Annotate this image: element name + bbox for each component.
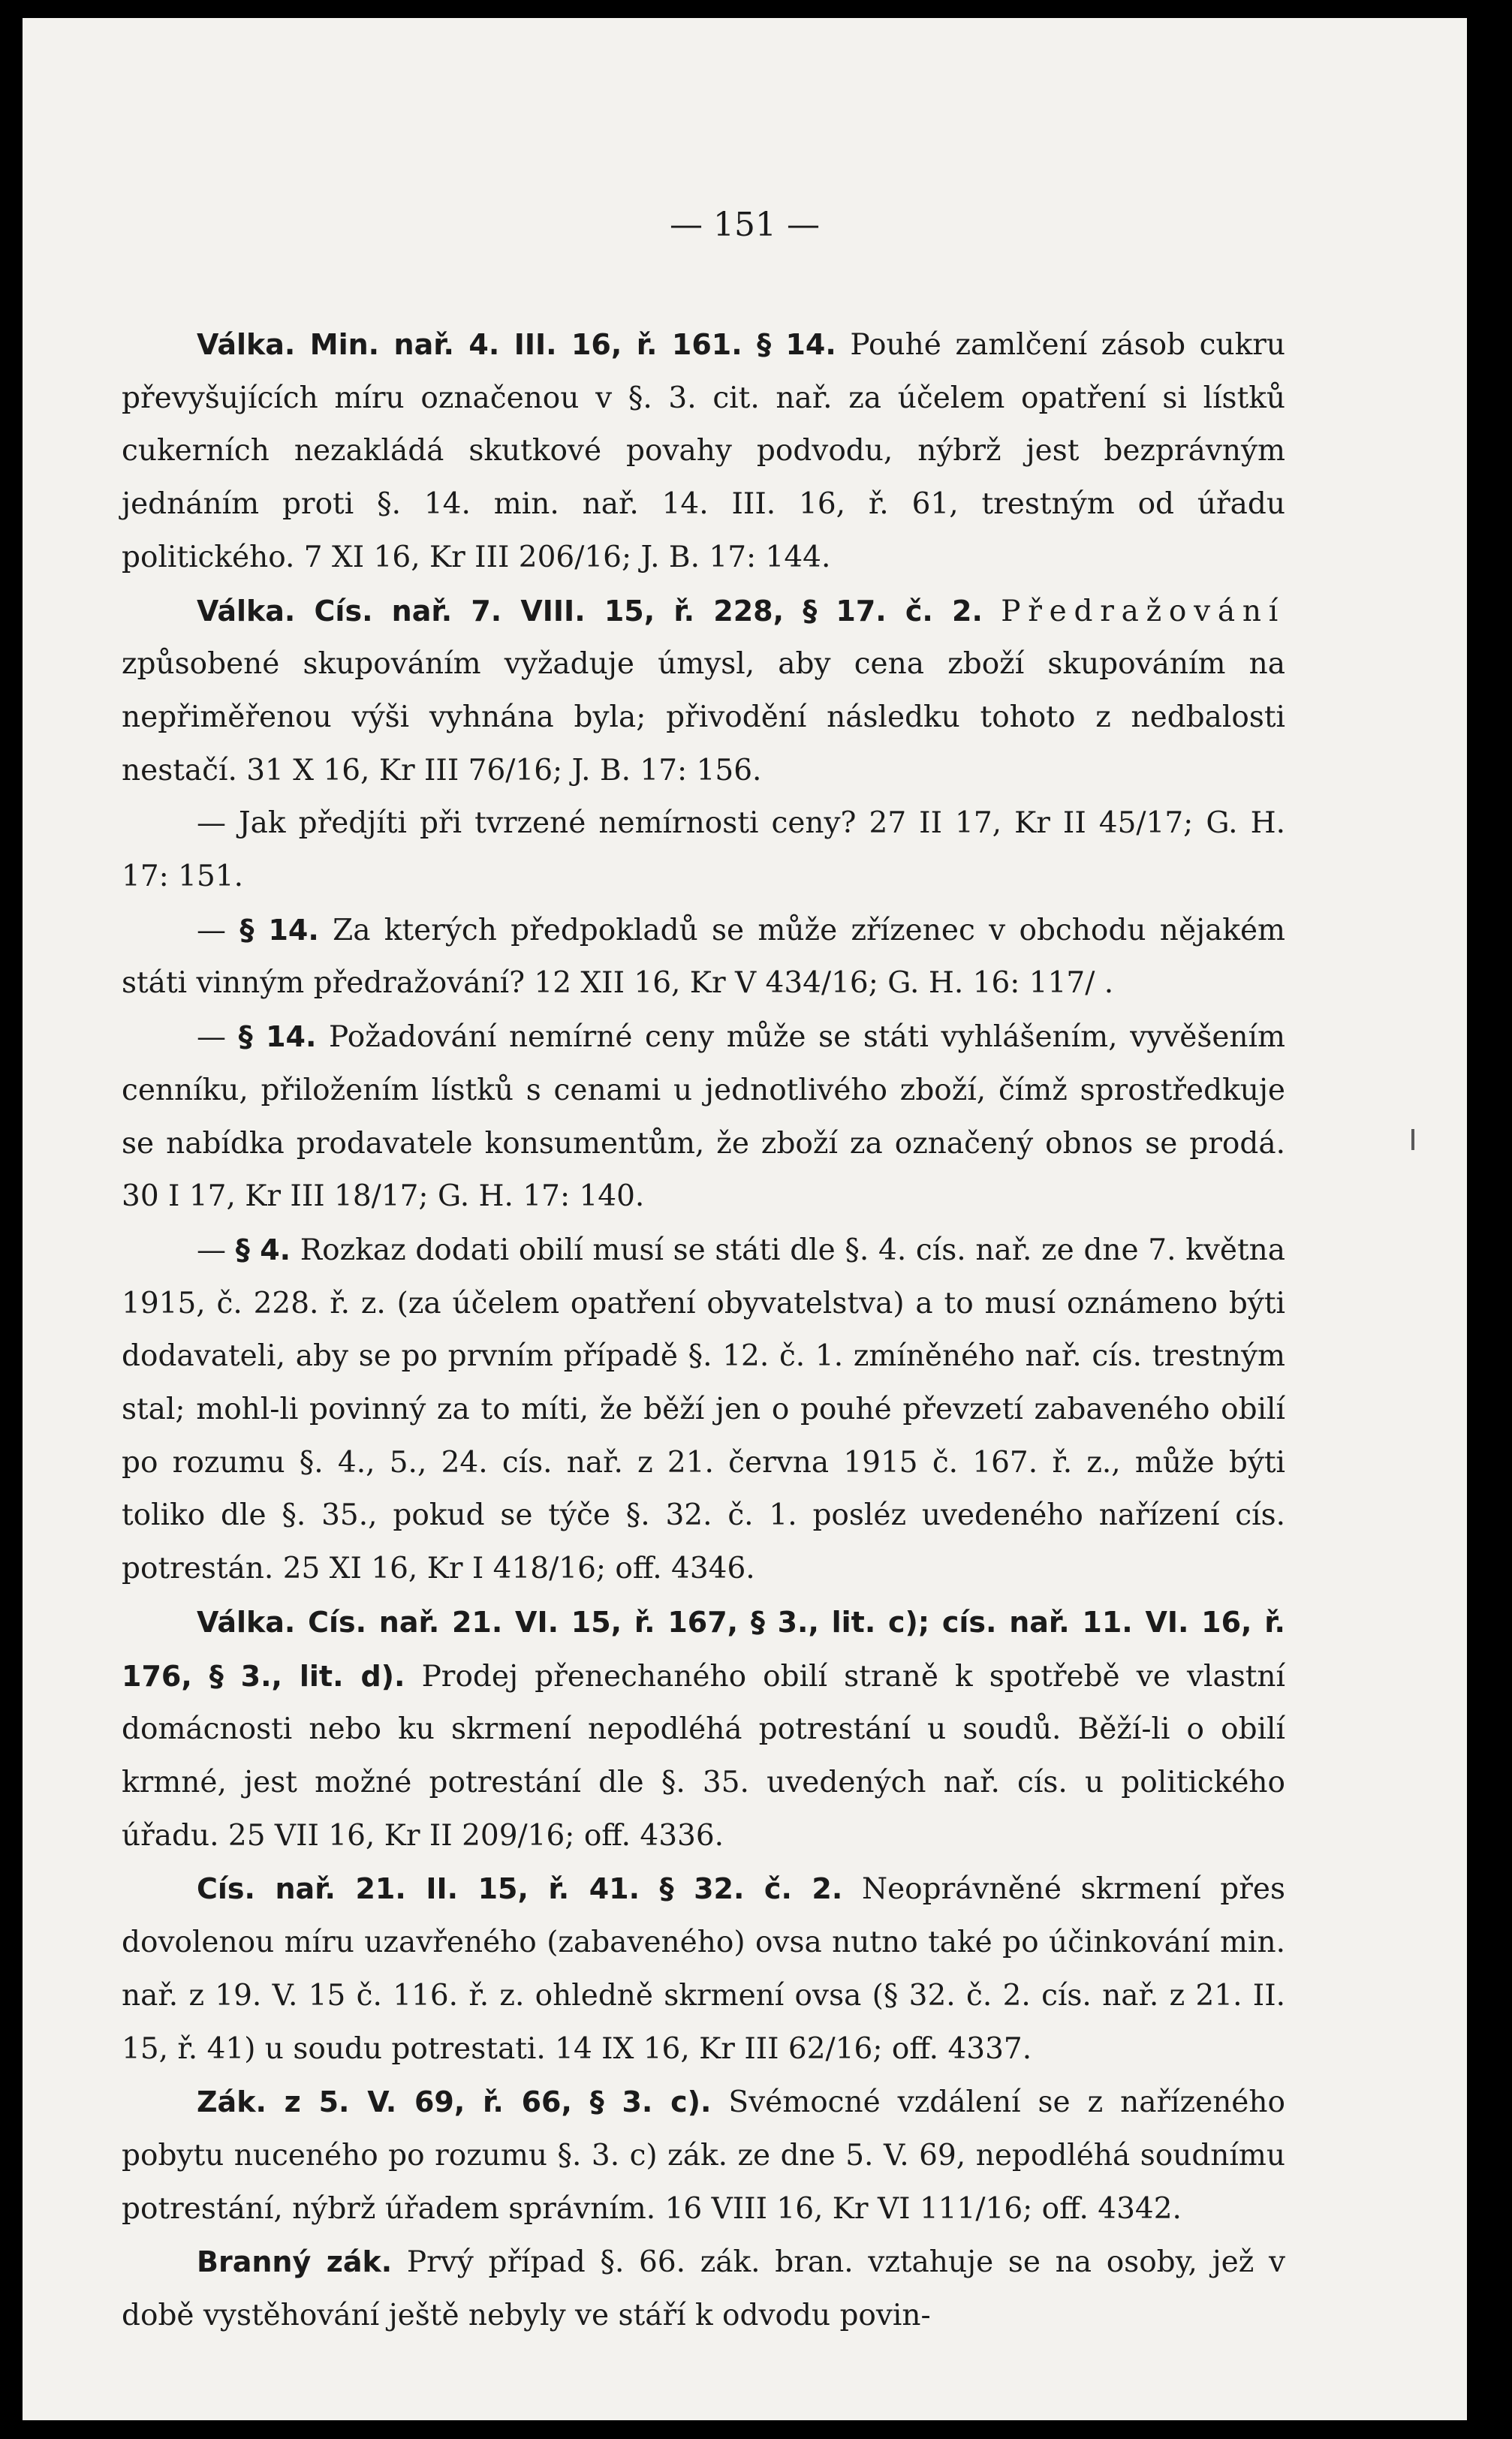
paragraph-4: [122, 904, 1285, 1010]
paragraph-7-citation: Válka. Cís. nař. 21. VI. 15, ř. 167, § 3., lit. c); cís. nař. 11. VI. 16, ř. 176, § 3., lit. d).: [122, 1605, 1285, 1693]
paragraph-4-citation: § 14.: [239, 913, 319, 947]
paragraph-1-text: Pouhé zamlčení zásob cukru převyšujících míru označenou v §. 3. cit. nař. za účelem opatření si lístků cukerních nezakládá skutkové povahy podvodu, nýbrž jest bezprávným jednáním proti §. 14. min. nař. 14. III. 16, ř. 61, trestným od úřadu politického. 7 XI 16, Kr III 206/16; J. B. 17: 144.: [122, 328, 1286, 574]
text-body: [122, 318, 1285, 2343]
paragraph-8: [122, 1862, 1285, 2076]
paragraph-2-text: způsobené skupováním vyžaduje úmysl, aby cena zboží skupováním na nepřiměřenou výši vyhnána byla; přivodění následku tohoto z nedbalosti nestačí. 31 X 16, Kr III 76/16; J. B. 17: 156.: [122, 647, 1285, 787]
paragraph-10-citation: Branný zák.: [197, 2245, 393, 2279]
paragraph-3: [122, 797, 1285, 903]
paragraph-4-lead: —: [197, 913, 240, 947]
paragraph-9: [122, 2076, 1285, 2236]
paragraph-1-citation: Válka. Min. nař. 4. III. 16, ř. 161. § 14.: [197, 328, 836, 361]
paragraph-8-citation: Cís. nař. 21. II. 15, ř. 41. § 32. č. 2.: [197, 1872, 843, 1906]
paragraph-6-text: Rozkaz dodati obilí musí se státi dle §. 4. cís. nař. ze dne 7. května 1915, č. 228. ř. z. (za účelem opatření obyvatelstva) a to musí oznámeno býti dodavateli, aby se po prvním případě §. 12. č. 1. zmíněného nař. cís. trestným stal; mohl-li povinný za to míti, že běží jen o pouhé převzetí zabaveného obilí po rozumu §. 4., 5., 24. cís. nař. z 21. června 1915 č. 167. ř. z., může býti toliko dle §. 35., pokud se týče §. 32. č. 1. posléz uvedeného nařízení cís. potrestán. 25 XI 16, Kr I 418/16; off. 4346.: [122, 1233, 1285, 1586]
paragraph-9-citation: Zák. z 5. V. 69, ř. 66, § 3. c).: [197, 2085, 712, 2119]
paragraph-8-text: Neoprávněné skrmení přes dovolenou míru uzavřeného (zabaveného) ovsa nutno také po účinkování min. nař. z 19. V. 15 č. 116. ř. z. ohledně skrmení ovsa (§ 32. č. 2. cís. nař. z 21. II. 15, ř. 41) u soudu potrestati. 14 IX 16, Kr III 62/16; off. 4337.: [122, 1872, 1285, 2066]
page-number: — 151 —: [670, 206, 820, 244]
paragraph-9-text: Svémocné vzdálení se z nařízeného pobytu nuceného po rozumu §. 3. c) zák. ze dne 5. V. 69, nepodléhá soudnímu potrestání, nýbrž úřadem správním. 16 VIII 16, Kr VI 111/16; off. 4342.: [122, 2085, 1285, 2226]
paragraph-2-spaced-term: Předražování: [1001, 594, 1285, 628]
paragraph-5-citation: § 14.: [238, 1020, 317, 1054]
paragraph-5: [122, 1010, 1285, 1224]
paragraph-3-text: — Jak předjíti při tvrzené nemírnosti ceny? 27 II 17, Kr II 45/17; G. H. 17: 151.: [122, 806, 1285, 894]
paragraph-6: [122, 1224, 1285, 1596]
paragraph-7-text: Prodej přenechaného obilí straně k spotřebě ve vlastní domácnosti nebo ku skrmení nepodléhá potrestání u soudů. Běží-li o obilí krmné, jest možné potrestání dle §. 35. uvedených nař. cís. u politického úřadu. 25 VII 16, Kr II 209/16; off. 4336.: [122, 1659, 1285, 1853]
paragraph-1: [122, 318, 1285, 585]
paragraph-10: [122, 2236, 1285, 2342]
paragraph-10-text: Prvý případ §. 66. zák. bran. vztahuje se na osoby, jež v době vystěhování ještě nebyly ve stáří k odvodu povin-: [122, 2245, 1285, 2333]
edge-mark: [1411, 1129, 1414, 1150]
paragraph-7: [122, 1596, 1285, 1863]
paragraph-2-citation: Válka. Cís. nař. 7. VIII. 15, ř. 228, § 17. č. 2.: [197, 594, 983, 628]
paragraph-2: [122, 585, 1285, 798]
paragraph-4-text: Za kterých předpokladů se může zřízenec v obchodu nějakém státi vinným předražování? 12 XII 16, Kr V 434/16; G. H. 16: 117/ .: [122, 913, 1286, 1001]
paragraph-6-lead: —: [197, 1233, 236, 1267]
paragraph-5-text: Požadování nemírné ceny může se státi vyhlášením, vyvěšením cenníku, přiložením lístků s cenami u jednotlivého zboží, čímž sprostředkuje se nabídka prodavatele konsumentům, že zboží za označený obnos se prodá. 30 I 17, Kr III 18/17; G. H. 17: 140.: [122, 1020, 1285, 1214]
document-page: [23, 18, 1467, 2420]
paragraph-6-citation: § 4.: [235, 1233, 291, 1266]
paragraph-5-lead: —: [197, 1020, 239, 1055]
